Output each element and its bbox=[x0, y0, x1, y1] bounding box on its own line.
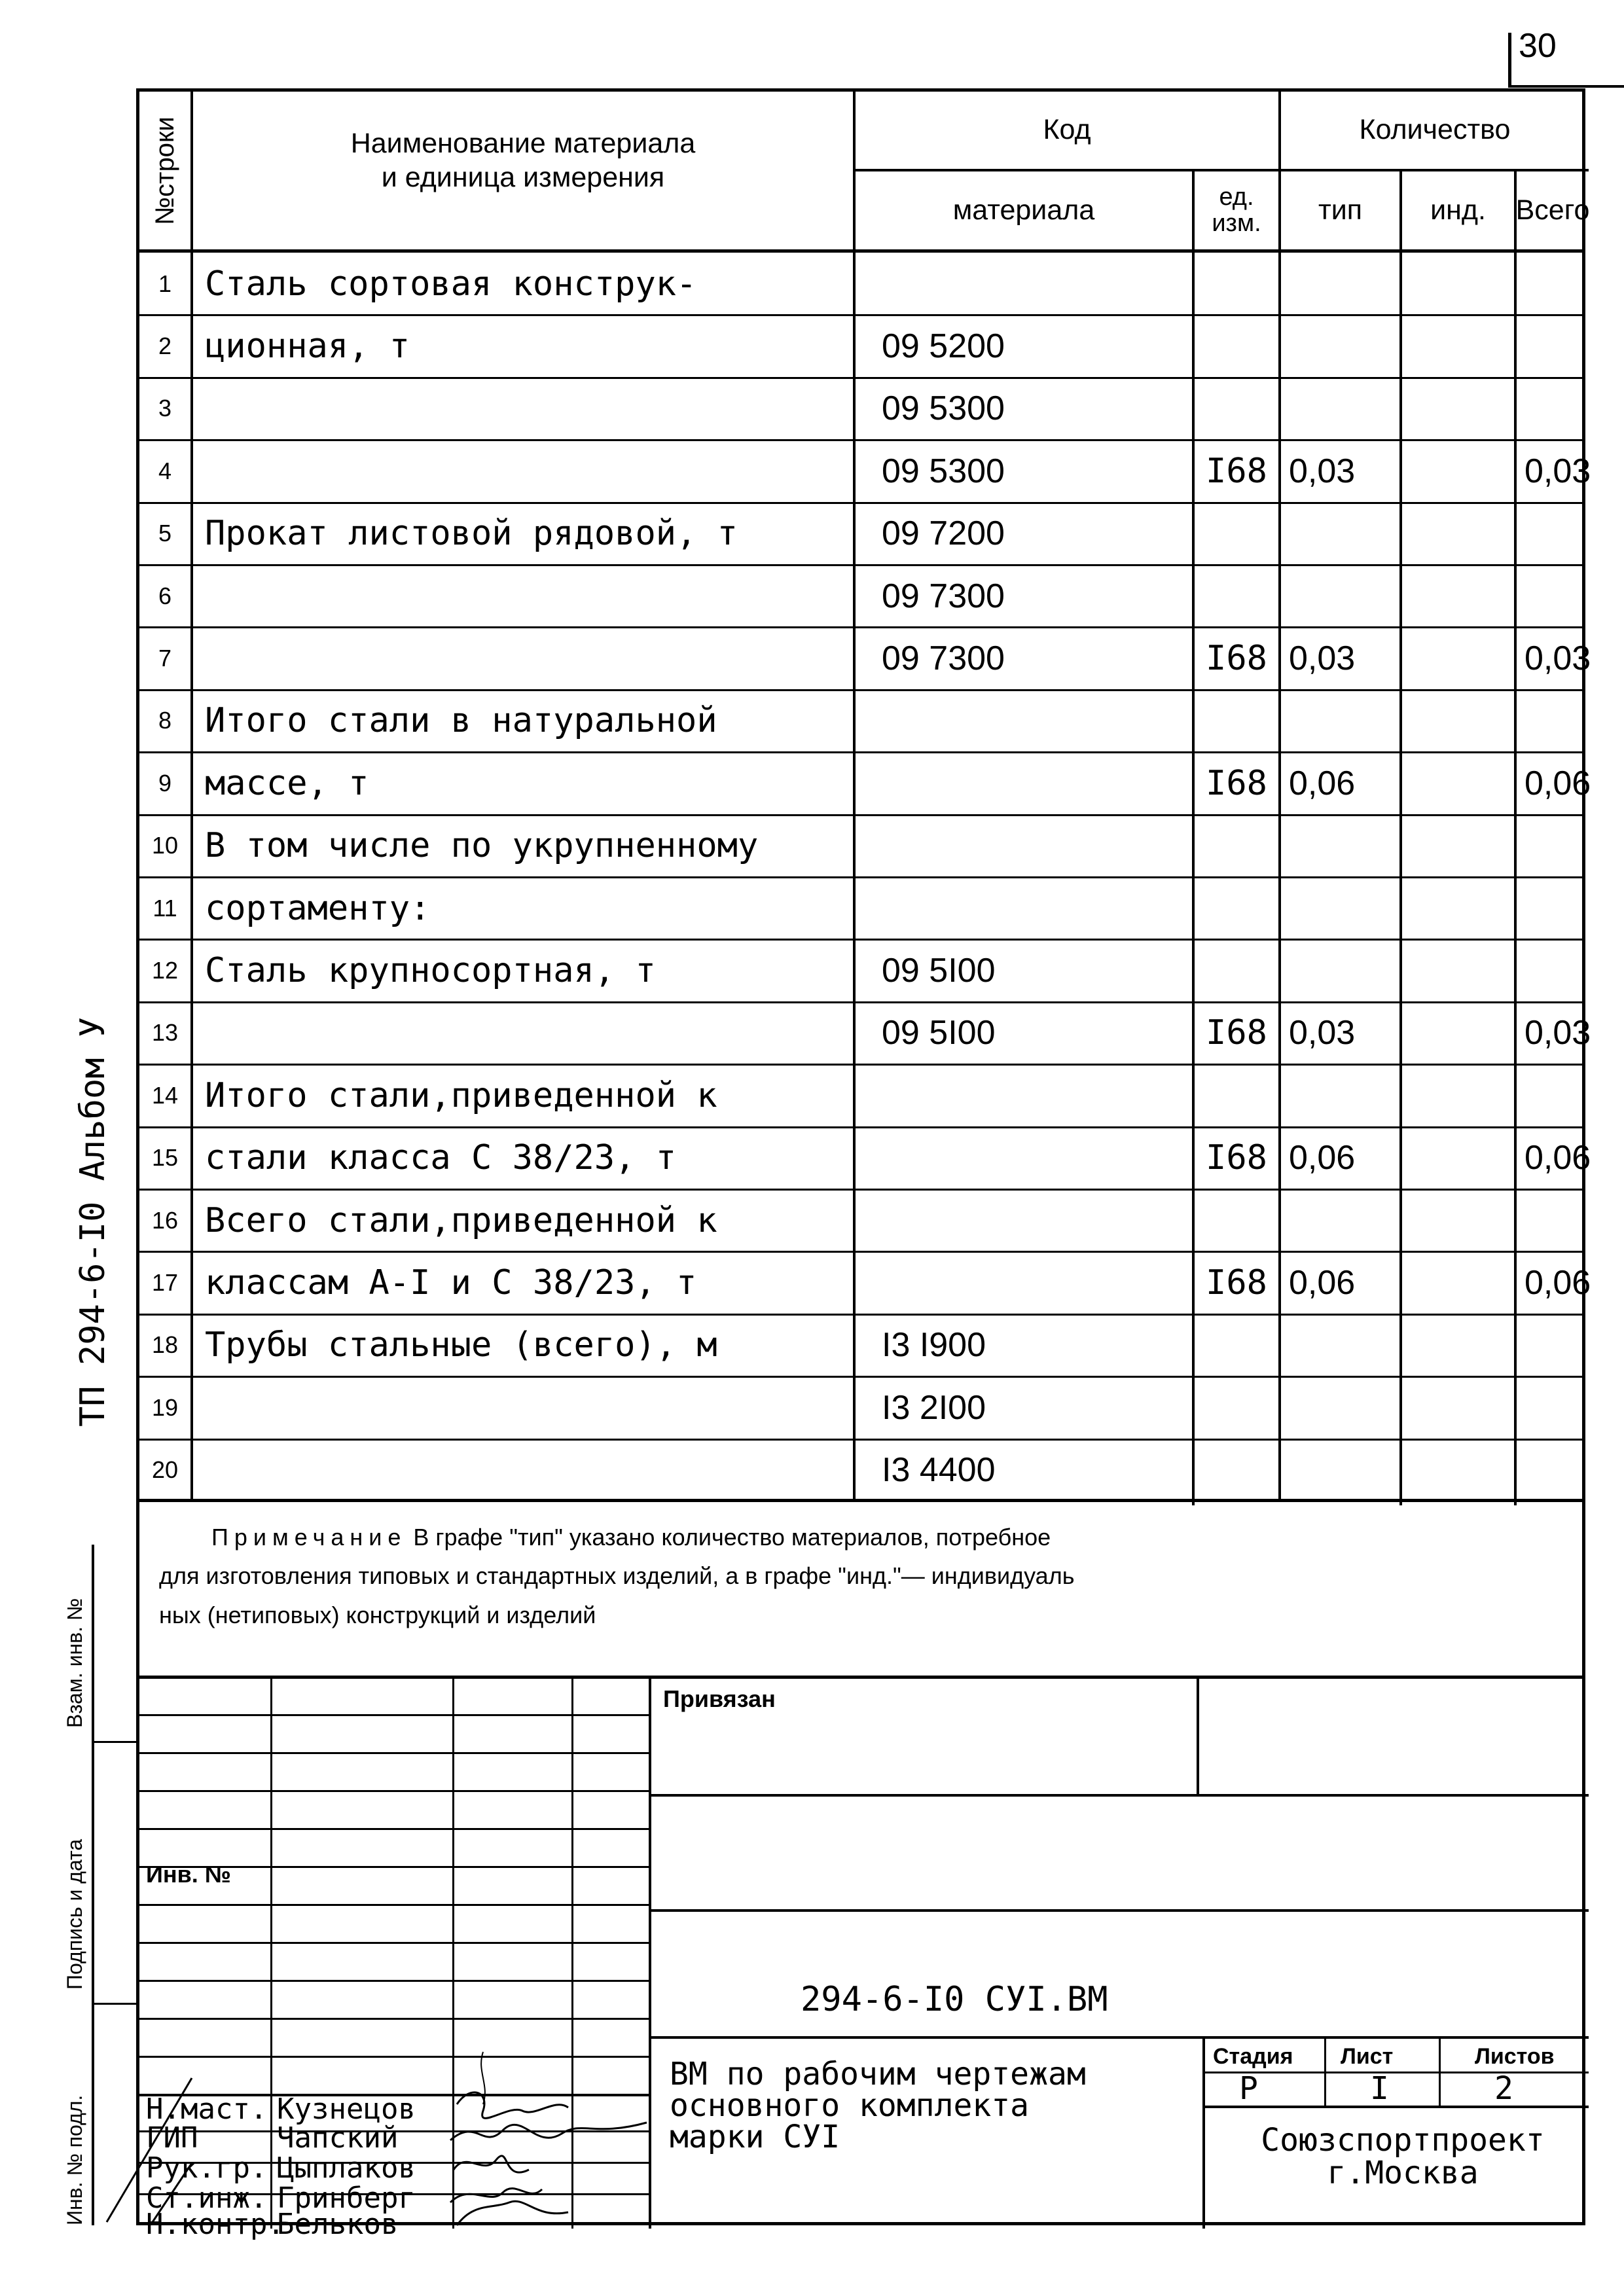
material-code bbox=[856, 752, 1192, 814]
material-name: Сталь крупносортная, т bbox=[205, 951, 656, 991]
material-code bbox=[856, 1064, 1192, 1126]
row-number: 1 bbox=[158, 270, 172, 297]
unit-code bbox=[1195, 315, 1278, 377]
material-code bbox=[856, 815, 1192, 877]
row-divider bbox=[139, 502, 1582, 504]
handwritten-signatures bbox=[437, 2045, 653, 2229]
total-quantity bbox=[1517, 1064, 1589, 1126]
organization: Союзспортпроект г.Москва bbox=[1261, 2122, 1545, 2192]
material-code bbox=[856, 877, 1192, 939]
material-code bbox=[856, 253, 1192, 315]
type-quantity bbox=[1281, 253, 1399, 315]
note-body: В графе "тип" указано количество материалов, потребное для изготовления типовых и стандартных изделий, а в графе "инд."— индивидуаль ных (нетиповых) конструкций и изделий bbox=[159, 1524, 1075, 1628]
ind-quantity bbox=[1402, 315, 1514, 377]
material-name: Сталь сортовая конструк- bbox=[205, 264, 697, 304]
total-quantity: 0,03 bbox=[1525, 639, 1591, 678]
type-quantity bbox=[1281, 565, 1399, 627]
inv-orig-label: Инв. № подл. bbox=[63, 2094, 86, 2225]
row-number: 10 bbox=[151, 832, 179, 859]
material-code: 09 5300 bbox=[882, 452, 1005, 490]
signature-name: Кузнецов bbox=[277, 2092, 416, 2126]
total-quantity bbox=[1517, 877, 1589, 939]
material-code: 09 7300 bbox=[882, 639, 1005, 678]
row-number: 11 bbox=[153, 894, 177, 922]
unit-code bbox=[1195, 378, 1278, 440]
note-text bbox=[159, 1518, 1089, 1634]
total-quantity bbox=[1517, 1314, 1589, 1376]
type-quantity: 0,06 bbox=[1289, 764, 1356, 802]
material-code: 09 5300 bbox=[882, 389, 1005, 428]
row-divider bbox=[139, 1064, 1582, 1066]
row-divider bbox=[139, 377, 1582, 379]
material-code: I3 I900 bbox=[882, 1326, 986, 1365]
material-code: 09 5200 bbox=[882, 327, 1005, 366]
total-quantity bbox=[1517, 378, 1589, 440]
type-quantity bbox=[1281, 1064, 1399, 1126]
material-name: Прокат листовой рядовой, т bbox=[205, 514, 738, 554]
materials-table bbox=[136, 88, 1591, 1502]
ind-quantity bbox=[1402, 253, 1514, 315]
row-number: 16 bbox=[151, 1206, 179, 1234]
row-divider bbox=[139, 1126, 1582, 1128]
row-divider bbox=[139, 751, 1582, 753]
material-name bbox=[193, 565, 853, 627]
attached-label: Привязан bbox=[663, 1685, 776, 1712]
row-number: 9 bbox=[158, 769, 172, 797]
material-code: 09 7200 bbox=[882, 514, 1005, 553]
type-quantity: 0,03 bbox=[1289, 639, 1356, 678]
ind-header: инд. bbox=[1430, 194, 1486, 226]
total-quantity: 0,06 bbox=[1525, 764, 1591, 802]
material-name bbox=[193, 1002, 853, 1064]
row-number: 20 bbox=[151, 1456, 179, 1484]
material-code bbox=[856, 1189, 1192, 1251]
ind-quantity bbox=[1402, 627, 1514, 689]
ind-quantity bbox=[1402, 1439, 1514, 1501]
name-header: Наименование материала и единица измерения bbox=[350, 127, 696, 193]
ind-quantity bbox=[1402, 503, 1514, 565]
sign-date-label: Подпись и дата bbox=[63, 1839, 86, 1990]
ind-quantity bbox=[1402, 565, 1514, 627]
unit-code bbox=[1195, 1314, 1278, 1376]
ind-quantity bbox=[1402, 1314, 1514, 1376]
note-label: Примечание bbox=[211, 1524, 407, 1551]
row-divider bbox=[139, 626, 1582, 628]
row-divider bbox=[139, 1314, 1582, 1316]
ind-quantity bbox=[1402, 440, 1514, 502]
total-quantity bbox=[1517, 1189, 1589, 1251]
note-block bbox=[136, 1502, 1585, 1677]
row-number: 5 bbox=[158, 520, 172, 547]
material-name bbox=[193, 627, 853, 689]
row-number: 15 bbox=[151, 1144, 179, 1172]
type-quantity bbox=[1281, 315, 1399, 377]
unit-code: I68 bbox=[1206, 1138, 1267, 1178]
margin-strip-divider bbox=[92, 2003, 136, 2005]
row-divider bbox=[139, 876, 1582, 878]
row-divider bbox=[139, 1251, 1582, 1253]
signature-name: Бельков bbox=[277, 2208, 399, 2241]
signature-role: Рук.гр. bbox=[146, 2151, 268, 2185]
row-number: 2 bbox=[158, 332, 172, 360]
type-quantity bbox=[1281, 1439, 1399, 1501]
material-code: I3 4400 bbox=[882, 1451, 996, 1490]
material-name: стали класса С 38/23, т bbox=[205, 1138, 677, 1178]
total-quantity bbox=[1517, 253, 1589, 315]
type-quantity bbox=[1281, 877, 1399, 939]
unit-code bbox=[1195, 1439, 1278, 1501]
material-code bbox=[856, 1251, 1192, 1314]
unit-code bbox=[1195, 503, 1278, 565]
material-name: сортаменту: bbox=[205, 888, 431, 928]
ind-quantity bbox=[1402, 1189, 1514, 1251]
sheet-number-rule bbox=[1508, 85, 1624, 88]
total-quantity: 0,03 bbox=[1525, 452, 1591, 490]
ind-quantity bbox=[1402, 815, 1514, 877]
row-divider bbox=[139, 439, 1582, 441]
sheet-number-rule bbox=[1508, 33, 1511, 86]
type-quantity bbox=[1281, 939, 1399, 1001]
material-code: 09 5I00 bbox=[882, 1014, 996, 1052]
total-quantity: 0,06 bbox=[1525, 1264, 1591, 1302]
ind-quantity bbox=[1402, 378, 1514, 440]
type-quantity bbox=[1281, 690, 1399, 752]
ind-quantity bbox=[1402, 690, 1514, 752]
sheet-value: I bbox=[1370, 2070, 1389, 2107]
row-divider bbox=[139, 564, 1582, 566]
ind-quantity bbox=[1402, 1064, 1514, 1126]
title-block bbox=[136, 1676, 1585, 2241]
unit-code bbox=[1195, 815, 1278, 877]
row-number: 3 bbox=[158, 395, 172, 422]
row-number: 7 bbox=[158, 645, 172, 672]
row-divider bbox=[139, 1189, 1582, 1191]
ind-quantity bbox=[1402, 939, 1514, 1001]
signature-role: Ст.инж. bbox=[146, 2181, 268, 2215]
row-number: 13 bbox=[151, 1019, 179, 1047]
unit-code bbox=[1195, 1189, 1278, 1251]
row-number: 8 bbox=[158, 707, 172, 734]
sheet-description: ВМ по рабочим чертежам основного комплекта марки СУI bbox=[670, 2056, 1086, 2155]
material-name: Всего стали,приведенной к bbox=[205, 1200, 717, 1240]
unit-code: I68 bbox=[1206, 763, 1267, 803]
material-code: 09 7300 bbox=[882, 577, 1005, 615]
ind-quantity bbox=[1402, 877, 1514, 939]
sheets-value: 2 bbox=[1494, 2070, 1513, 2107]
ind-quantity bbox=[1402, 752, 1514, 814]
row-divider bbox=[139, 814, 1582, 816]
unit-code bbox=[1195, 1064, 1278, 1126]
sheet-label: Лист bbox=[1341, 2044, 1394, 2069]
type-quantity bbox=[1281, 1189, 1399, 1251]
material-code: 09 5I00 bbox=[882, 952, 996, 990]
ind-quantity bbox=[1402, 1127, 1514, 1189]
type-quantity: 0,03 bbox=[1289, 1014, 1356, 1052]
unit-code: I68 bbox=[1206, 1013, 1267, 1053]
stage-label: Стадия bbox=[1213, 2044, 1293, 2069]
unit-header: ед. изм. bbox=[1212, 183, 1261, 237]
ind-quantity bbox=[1402, 1002, 1514, 1064]
material-code: I3 2I00 bbox=[882, 1388, 986, 1427]
row-number: 14 bbox=[151, 1081, 179, 1109]
total-header: Всего bbox=[1515, 194, 1590, 226]
margin-strip-divider bbox=[92, 1741, 136, 1743]
unit-code: I68 bbox=[1206, 451, 1267, 491]
row-number-header: №строки bbox=[151, 116, 180, 225]
total-quantity bbox=[1517, 939, 1589, 1001]
type-quantity bbox=[1281, 378, 1399, 440]
vzam-inv-label: Взам. инв. № bbox=[63, 1598, 86, 1728]
unit-code bbox=[1195, 1376, 1278, 1439]
document-code: 294-6-I0 СУI.ВМ bbox=[801, 1980, 1108, 2019]
signature-name: Гринберг bbox=[277, 2181, 416, 2215]
row-divider bbox=[139, 1439, 1582, 1441]
album-label: ТП 294-6-I0 Альбом У bbox=[73, 1016, 113, 1427]
material-name: Итого стали в натуральной bbox=[205, 701, 717, 741]
row-number: 19 bbox=[151, 1393, 179, 1421]
material-name: классам А-I и С 38/23, т bbox=[205, 1263, 697, 1303]
row-divider bbox=[139, 689, 1582, 691]
row-number: 4 bbox=[158, 457, 172, 484]
material-name: массе, т bbox=[205, 763, 369, 803]
row-divider bbox=[139, 1001, 1582, 1003]
type-quantity bbox=[1281, 815, 1399, 877]
signature-name: Чапский bbox=[277, 2121, 399, 2155]
stage-value: Р bbox=[1239, 2070, 1258, 2107]
unit-code bbox=[1195, 877, 1278, 939]
row-divider bbox=[139, 314, 1582, 316]
total-quantity bbox=[1517, 503, 1589, 565]
unit-code bbox=[1195, 253, 1278, 315]
material-name: Трубы стальные (всего), м bbox=[205, 1325, 717, 1365]
total-quantity bbox=[1517, 1439, 1589, 1501]
type-quantity bbox=[1281, 503, 1399, 565]
material-name: Итого стали,приведенной к bbox=[205, 1075, 717, 1115]
type-quantity: 0,06 bbox=[1289, 1139, 1356, 1177]
row-number: 6 bbox=[158, 582, 172, 609]
total-quantity: 0,06 bbox=[1525, 1139, 1591, 1177]
ind-quantity bbox=[1402, 1251, 1514, 1314]
material-name bbox=[193, 1439, 853, 1501]
unit-code: I68 bbox=[1206, 1263, 1267, 1303]
total-quantity bbox=[1517, 690, 1589, 752]
unit-code bbox=[1195, 690, 1278, 752]
type-quantity bbox=[1281, 1376, 1399, 1439]
signature-role: Н.контр. bbox=[146, 2208, 285, 2241]
type-quantity: 0,06 bbox=[1289, 1264, 1356, 1302]
ind-quantity bbox=[1402, 1376, 1514, 1439]
material-code bbox=[856, 690, 1192, 752]
inv-no-label: Инв. № bbox=[146, 1861, 231, 1888]
material-name: ционная, т bbox=[205, 327, 410, 367]
material-code bbox=[856, 1127, 1192, 1189]
total-quantity bbox=[1517, 815, 1589, 877]
material-name bbox=[193, 1376, 853, 1439]
row-divider bbox=[139, 1376, 1582, 1378]
quantity-header: Количество bbox=[1359, 114, 1511, 146]
sheet-number: 30 bbox=[1519, 27, 1557, 65]
unit-code: I68 bbox=[1206, 639, 1267, 679]
row-number: 18 bbox=[151, 1331, 179, 1359]
total-quantity bbox=[1517, 1376, 1589, 1439]
sheets-label: Листов bbox=[1475, 2044, 1555, 2069]
row-divider bbox=[139, 939, 1582, 941]
signature-name: Цыплаков bbox=[277, 2151, 416, 2185]
row-number: 12 bbox=[151, 957, 179, 984]
unit-code bbox=[1195, 565, 1278, 627]
type-quantity bbox=[1281, 1314, 1399, 1376]
material-name bbox=[193, 440, 853, 502]
type-header: тип bbox=[1318, 194, 1362, 226]
row-number: 17 bbox=[151, 1269, 179, 1297]
signature-role: Н.маст. bbox=[146, 2092, 268, 2126]
signature-role: ГИП bbox=[146, 2121, 198, 2155]
material-code-header: материала bbox=[952, 194, 1095, 226]
material-name: В том числе по укрупненному bbox=[205, 826, 759, 866]
type-quantity: 0,03 bbox=[1289, 452, 1356, 490]
total-quantity bbox=[1517, 565, 1589, 627]
code-header: Код bbox=[1043, 114, 1091, 146]
total-quantity: 0,03 bbox=[1525, 1014, 1591, 1052]
total-quantity bbox=[1517, 315, 1589, 377]
material-name bbox=[193, 378, 853, 440]
unit-code bbox=[1195, 939, 1278, 1001]
